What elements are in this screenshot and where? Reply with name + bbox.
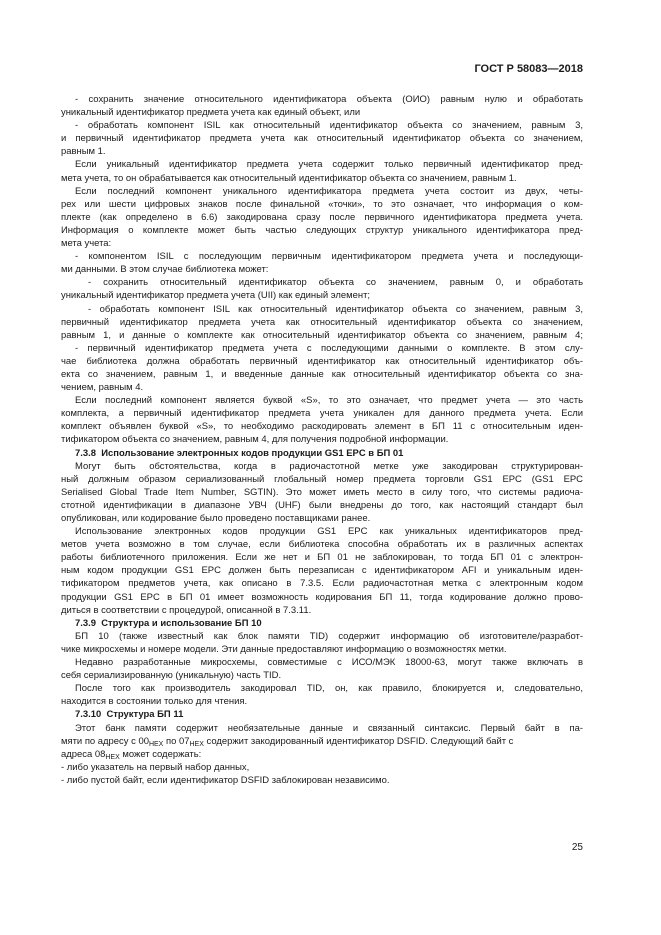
section-heading: 7.3.8 Использование электронных кодов продукции GS1 EPC в БП 01 (75, 447, 404, 459)
text-fragment: адреса 08 (61, 748, 106, 760)
document-standard-header: ГОСТ Р 58083—2018 (474, 63, 583, 75)
text-line: комплект объявлен буквой «S», то необходимо раскодировать элемент в БП 11 с относительным иден- (61, 421, 583, 433)
text-line: Если последний компонент уникального идентификатора предмета учета состоит из двух, четы- (75, 185, 583, 197)
text-line: опубликован, или кодирование было проведено поставщиками ранее. (61, 513, 371, 524)
text-line: плекте (как определено в 6.6) закодирована сразу после первичного идентификатора предмета учета. (61, 211, 583, 223)
text-line: продукции GS1 EPC в БП 01 имеет возможность кодирования БП 11, тогда кодирование должно прово- (61, 591, 583, 603)
text-fragment: по 07 (163, 735, 190, 747)
text-line: и первичный идентификатор предмета учета как относительный идентификатор объекта со значением, (61, 133, 583, 145)
text-line: мета учета: (61, 238, 112, 250)
text-line: екта со значением, равным 1, и введенные данные как относительный идентификатор объекта со зна- (61, 368, 583, 380)
document-body (61, 93, 583, 787)
text-line: Могут быть обстоятельства, когда в радиочастотной метке уже закодирован структурирован- (75, 460, 583, 472)
text-line: Недавно разработанные микросхемы, совместимые с ИСО/МЭК 18000-63, могут также включать в (75, 657, 583, 669)
text-line: равным 1, и данные о комплекте как относительный идентификатор объекта со значением, равным 4; (61, 329, 583, 341)
text-line: ми данными. В этом случае библиотека может: (61, 264, 269, 276)
text-line (61, 735, 583, 748)
text-line: диться в соответствии с процедурой, описанной в 7.3.11. (61, 604, 312, 616)
text-line: Использование электронных кодов продукции GS1 EPC как уникальных идентификаторов пред- (75, 526, 583, 538)
text-fragment: мяти по адресу с 00 (61, 735, 149, 747)
section-heading: 7.3.9 Структура и использование БП 10 (75, 617, 262, 629)
text-line: тификатором предметов учета, как описано в 7.3.5. Если радиочастотная метка с электронным кодом (61, 578, 583, 590)
text-line: ным кодом продукции GS1 EPC должен быть перезаписан с идентификатором AFI и уникальным иден- (61, 565, 583, 577)
text-line: Если уникальный идентификатор предмета учета содержит только первичный идентификатор пред- (75, 159, 583, 171)
text-line: БП 10 (также известный как блок памяти TID) содержит информацию об изготовителе/разработ- (75, 630, 583, 642)
text-line: - компонентом ISIL с последующим первичным идентификатором предмета учета и последующи- (75, 251, 583, 263)
text-line: уникальный идентификатор предмета учета (UII) как единый элемент; (61, 290, 371, 302)
text-line: мета учета, то он обрабатывается как относительный идентификатор объекта со значением, равным 1. (61, 172, 517, 184)
text-line: стотной идентификации в диапазоне УВЧ (UHF) были внедрены до того, как настоящий стандарт был (61, 499, 583, 511)
text-line: чением, равным 4. (61, 382, 144, 394)
text-line: чае библиотека должна обработать первичный идентификатор как относительный идентификатор объ- (61, 355, 583, 367)
section-heading: 7.3.10 Структура БП 11 (75, 709, 184, 721)
text-line: метов учета возможно в том случае, если библиотека способна обработать их в различных аспектах (61, 539, 583, 551)
text-line: уникальный идентификатор предмета учета как единый объект, или (61, 107, 361, 119)
text-line: первичный идентификатор предмета учета как относительный идентификатор объекта со значением, (61, 316, 583, 328)
hex-subscript: HEX (189, 740, 204, 748)
page-number: 25 (571, 842, 583, 853)
text-line: тификатором объекта со значением, равным 4, для получения подробной информации. (61, 434, 449, 446)
text-fragment: содержит закодированный идентификатор DSFID. Следующий байт с (203, 735, 514, 747)
text-line: чике микросхемы и номере модели. Эти данные предоставляют информацию о возможностях метки. (61, 643, 507, 655)
text-line: - обработать компонент ISIL как относительный идентификатор объекта со значением, равным 3, (75, 120, 583, 132)
text-line: равным 1. (61, 146, 106, 158)
text-line: - либо указатель на первый набор данных, (61, 761, 250, 773)
text-line: себя сериализированную (уникальную) часть TID. (61, 670, 282, 682)
text-line: - сохранить относительный идентификатор объекта со значением, равным 0, и обработать (88, 277, 583, 289)
text-line: - обработать компонент ISIL как относительный идентификатор объекта со значением, равным 3, (88, 303, 583, 315)
text-line: находится в состоянии только для чтения. (61, 696, 248, 708)
text-line: Информация о комплекте может быть частью следующих структур уникального идентификатора пред- (61, 224, 583, 236)
text-line: - первичный идентификатор предмета учета с последующими данными о комплекте. В этом слу- (75, 342, 583, 354)
text-line (61, 748, 583, 761)
text-line: комплекта, а первичный идентификатор предмета учета уникален для данного предмета учета. Если (61, 408, 583, 420)
text-line: - либо пустой байт, если идентификатор DSFID заблокирован независимо. (61, 774, 390, 786)
text-line: Serialised Global Trade Item Number, SGTIN). Это может иметь место в силу того, что системы радиоча- (61, 486, 583, 498)
text-line: Если последний компонент является буквой «S», то это означает, что предмет учета — это часть (75, 395, 583, 407)
text-line: ный должным образом сериализованный глобальный номер предмета торговли GS1 EPC (GS1 EPC (61, 473, 583, 485)
text-fragment: может содержать: (119, 748, 202, 760)
hex-subscript: HEX (148, 740, 164, 748)
hex-subscript: HEX (105, 753, 120, 761)
text-line: Этот банк памяти содержит необязательные данные и связанный синтаксис. Первый байт в па- (75, 722, 583, 734)
text-line: - сохранить значение относительного идентификатора объекта (ОИО) равным нулю и обработать (75, 94, 583, 105)
text-line: рех или шести цифровых знаков после финальной «точки», то это означает, что информация о ком- (61, 198, 583, 210)
text-line: После того как производитель закодировал TID, он, как правило, блокируется и, следовательно, (75, 683, 583, 695)
text-line: работы библиотечного приложения. Если же нет и БП 01 не заблокирован, то тогда БП 01 с электрон- (61, 552, 583, 564)
